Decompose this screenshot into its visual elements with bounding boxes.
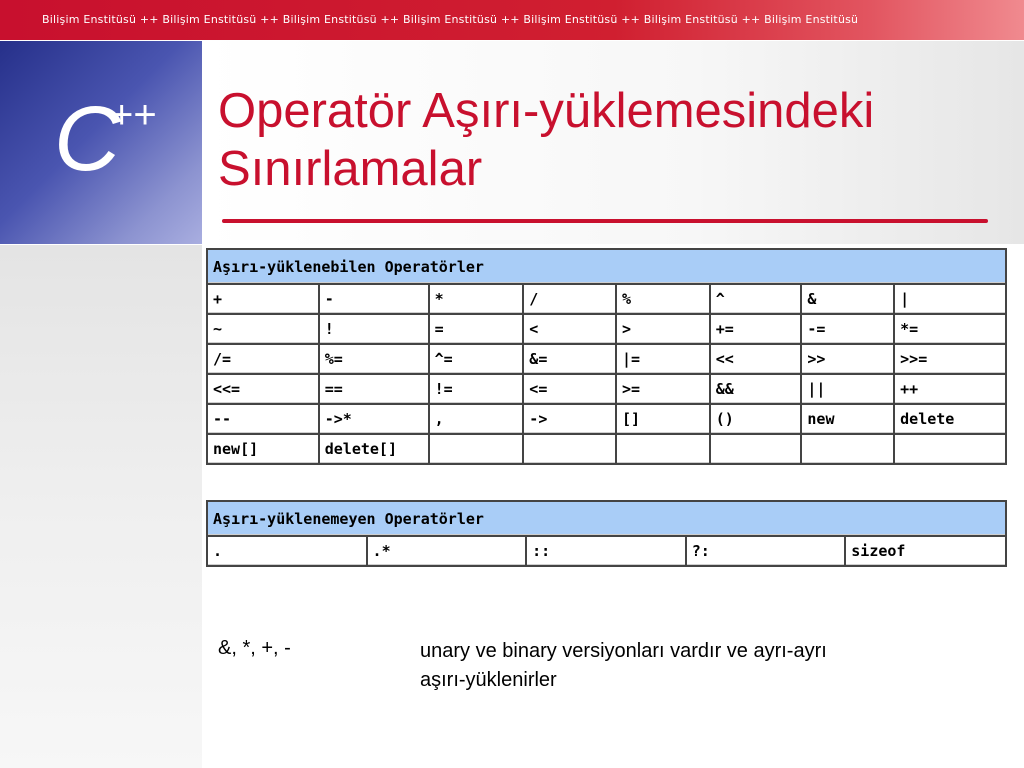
operator-cell (894, 434, 1006, 464)
operator-cell: >>= (894, 344, 1006, 374)
operator-cell: >= (616, 374, 710, 404)
note-text (420, 637, 980, 695)
overloadable-operators-table (206, 248, 1007, 465)
table-row (207, 536, 1006, 566)
table-row (207, 404, 1006, 434)
operator-cell: -- (207, 404, 319, 434)
operator-cell: <= (523, 374, 616, 404)
operator-cell: ! (319, 314, 429, 344)
operator-cell: += (710, 314, 802, 344)
operator-cell: |= (616, 344, 710, 374)
slide-title (218, 82, 1008, 198)
operator-cell: /= (207, 344, 319, 374)
operator-cell: / (523, 284, 616, 314)
operator-cell: %= (319, 344, 429, 374)
operator-cell: ^ (710, 284, 802, 314)
operator-cell: = (429, 314, 524, 344)
overloadable-table-body (207, 284, 1006, 464)
operator-cell: && (710, 374, 802, 404)
operator-cell (801, 434, 894, 464)
title-line-1: Operatör Aşırı-yüklemesindeki (218, 84, 875, 138)
operator-cell: -> (523, 404, 616, 434)
operator-cell: new[] (207, 434, 319, 464)
table-row (207, 344, 1006, 374)
title-underline (222, 219, 988, 223)
operator-cell: :: (526, 536, 686, 566)
operator-cell: -= (801, 314, 894, 344)
operator-cell: sizeof (845, 536, 1006, 566)
note-operators: &, *, +, - (218, 637, 291, 659)
operator-cell: % (616, 284, 710, 314)
operator-cell: | (894, 284, 1006, 314)
note-text-line-1: unary ve binary versiyonları vardır ve ayrı-ayrı (420, 640, 827, 662)
operator-cell (429, 434, 524, 464)
non-overloadable-operators-table (206, 500, 1007, 567)
operator-cell: delete[] (319, 434, 429, 464)
operator-cell: ?: (686, 536, 846, 566)
operator-cell (523, 434, 616, 464)
operator-cell: new (801, 404, 894, 434)
operator-cell: == (319, 374, 429, 404)
operator-cell: <<= (207, 374, 319, 404)
title-line-2: Sınırlamalar (218, 142, 483, 196)
operator-cell: , (429, 404, 524, 434)
operator-cell: () (710, 404, 802, 434)
operator-cell: != (429, 374, 524, 404)
operator-cell: &= (523, 344, 616, 374)
operator-cell: . (207, 536, 367, 566)
operator-cell: ~ (207, 314, 319, 344)
operator-cell: [] (616, 404, 710, 434)
left-decorative-strip (0, 245, 202, 768)
logo-letter: C (54, 88, 121, 190)
logo-plus: ++ (110, 93, 157, 137)
operator-cell: + (207, 284, 319, 314)
table-row (207, 374, 1006, 404)
operator-cell: *= (894, 314, 1006, 344)
operator-cell: < (523, 314, 616, 344)
operator-cell: ->* (319, 404, 429, 434)
operator-cell (710, 434, 802, 464)
non-overloadable-table-header: Aşırı-yüklenemeyen Operatörler (207, 501, 1006, 536)
operator-cell (616, 434, 710, 464)
operator-cell: || (801, 374, 894, 404)
operator-cell: delete (894, 404, 1006, 434)
header-banner: Bilişim Enstitüsü ++ Bilişim Enstitüsü ++ Bilişim Enstitüsü ++ Bilişim Enstitüsü ++ Bilişim Enstitüsü ++ Bilişim Enstitüsü ++ Bilişim Enstitüsü (0, 0, 1024, 40)
overloadable-table-header: Aşırı-yüklenebilen Operatörler (207, 249, 1006, 284)
table-row (207, 284, 1006, 314)
operator-cell: > (616, 314, 710, 344)
operator-cell: << (710, 344, 802, 374)
cpp-logo (0, 41, 202, 244)
operator-cell: >> (801, 344, 894, 374)
table-row (207, 434, 1006, 464)
operator-cell: & (801, 284, 894, 314)
note-text-line-2: aşırı-yüklenirler (420, 669, 557, 691)
operator-cell: ++ (894, 374, 1006, 404)
operator-cell: - (319, 284, 429, 314)
table-row (207, 314, 1006, 344)
operator-cell: ^= (429, 344, 524, 374)
operator-cell: * (429, 284, 524, 314)
operator-cell: .* (367, 536, 527, 566)
